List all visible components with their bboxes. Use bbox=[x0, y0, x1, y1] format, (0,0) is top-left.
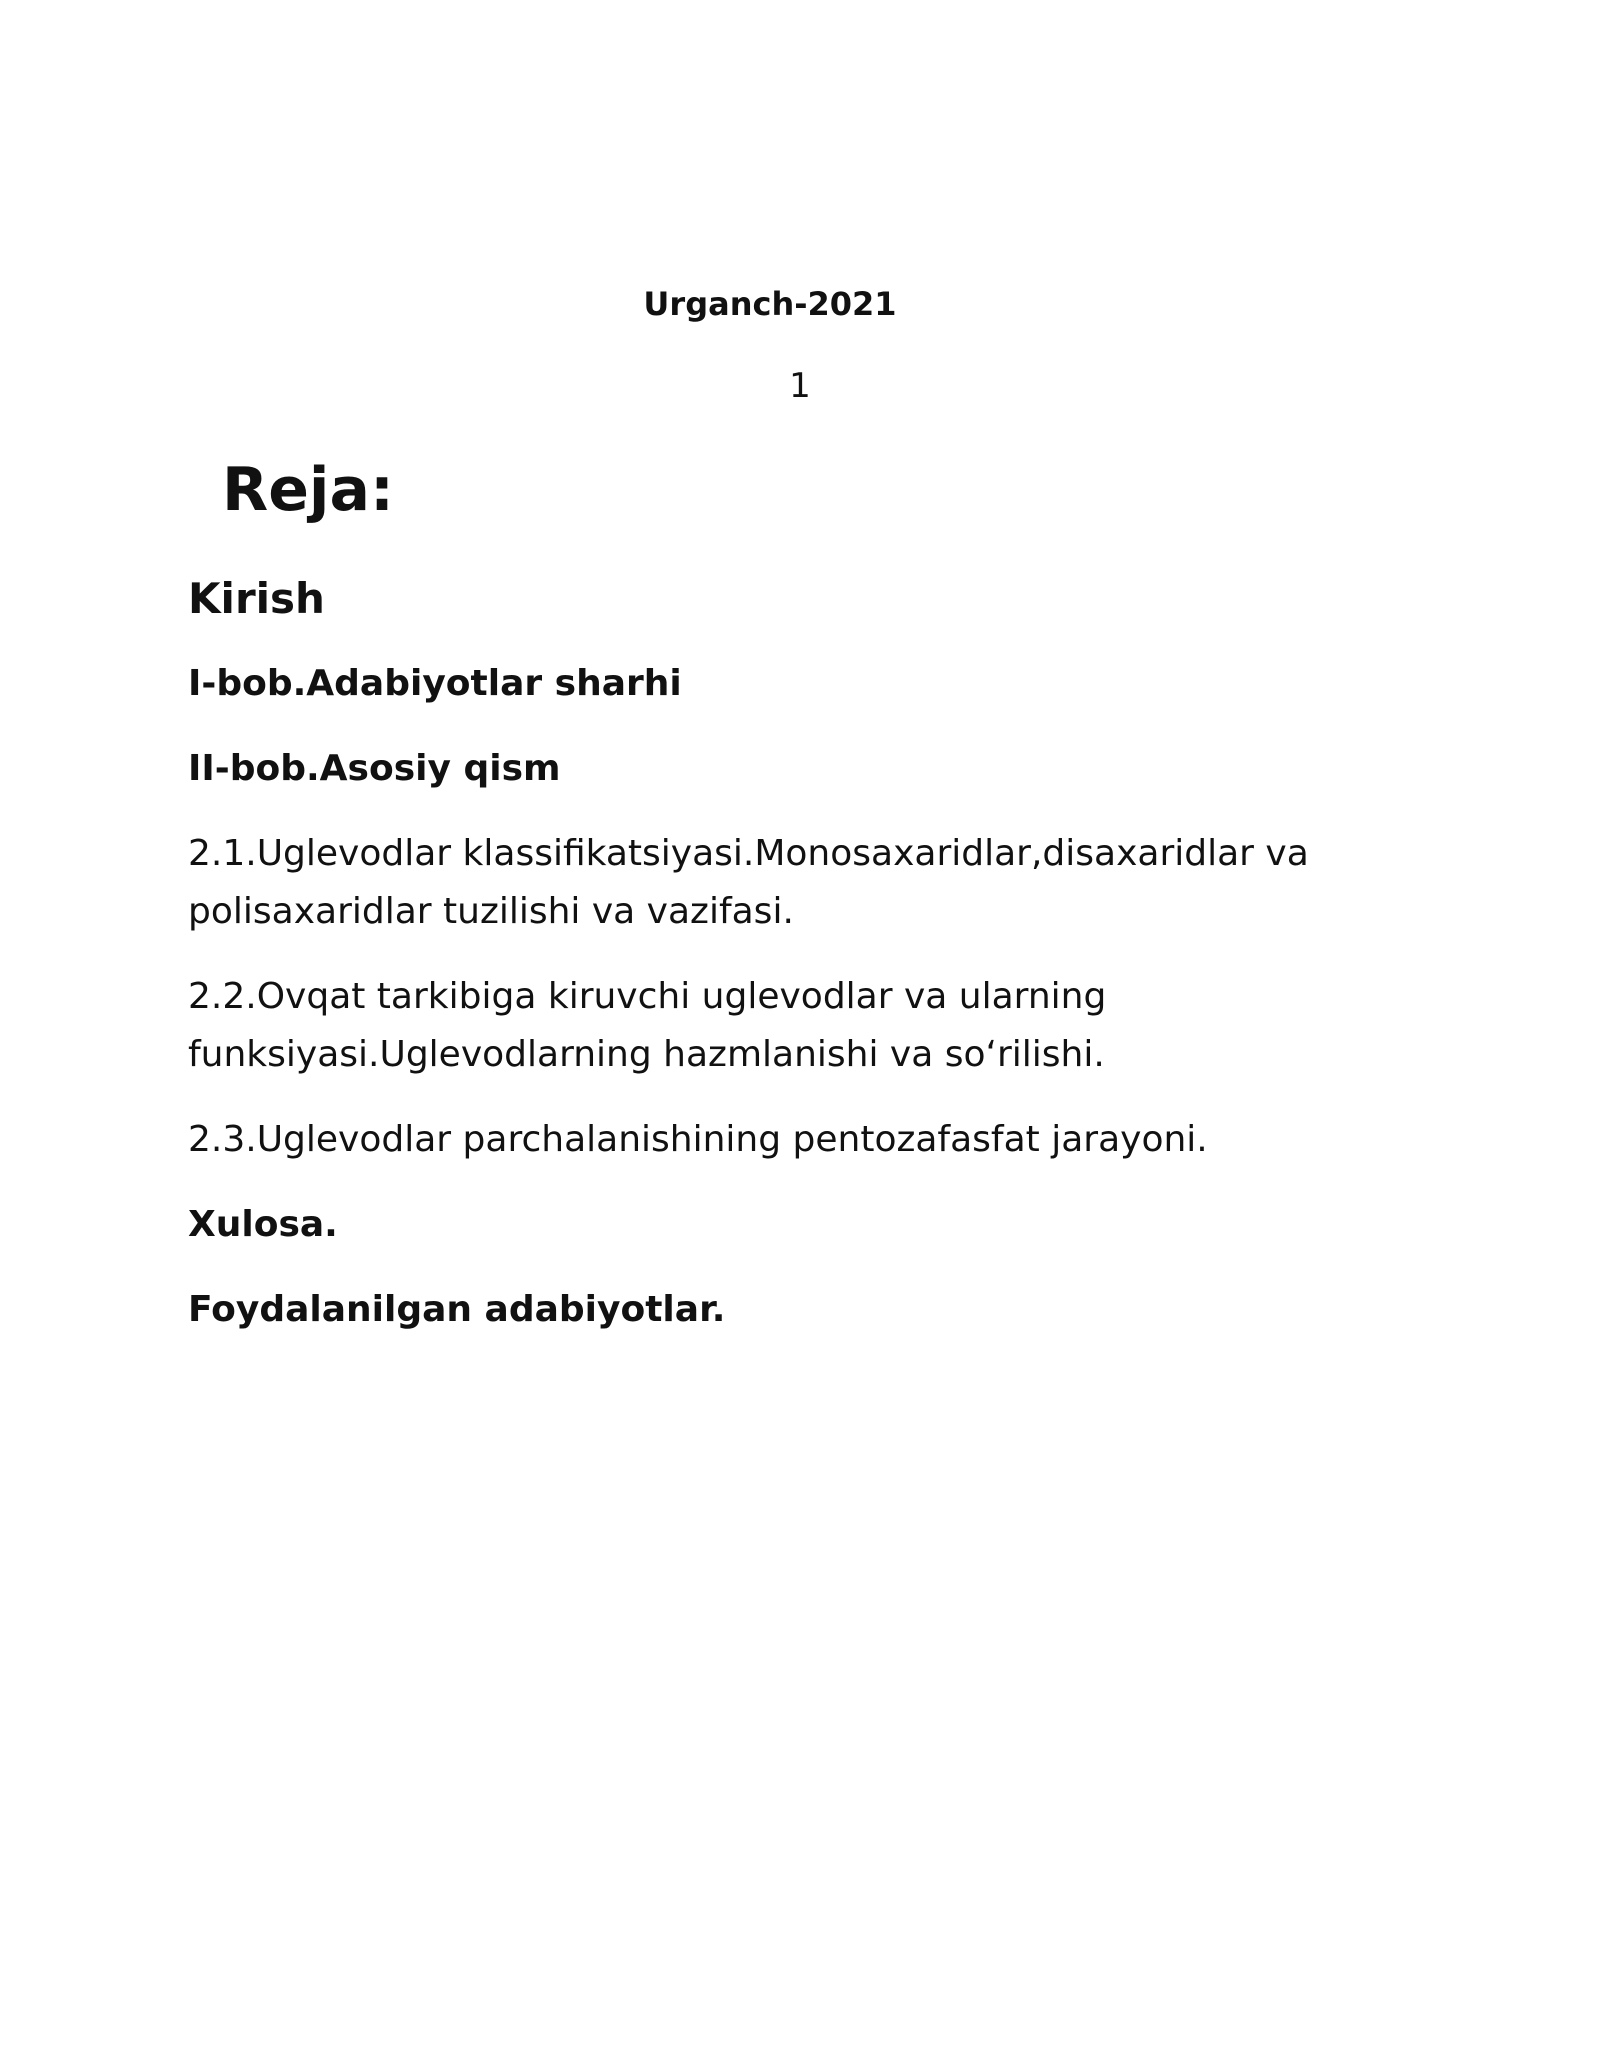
plan-list bbox=[188, 570, 1348, 1339]
place-year: Urganch-2021 bbox=[643, 285, 897, 323]
plan-item-section-2-1: 2.1.Uglevodlar klassifikatsiyasi.Monosaxaridlar,disaxaridlar va polisaxaridlar tuzilishi va vazifasi. bbox=[188, 833, 1309, 932]
plan-item-chapter-1: I-bob.Adabiyotlar sharhi bbox=[188, 663, 682, 704]
plan-item-chapter-2: II-bob.Asosiy qism bbox=[188, 748, 561, 789]
plan-item-conclusion: Xulosa. bbox=[188, 1204, 338, 1245]
page-number: 1 bbox=[789, 366, 811, 406]
plan-title: Reja: bbox=[222, 455, 394, 525]
plan-item-section-2-3: 2.3.Uglevodlar parchalanishining pentozafasfat jarayoni. bbox=[188, 1119, 1208, 1160]
plan-item-section-2-2: 2.2.Ovqat tarkibiga kiruvchi uglevodlar va ularning funksiyasi.Uglevodlarning hazmlanishi va so‘rilishi. bbox=[188, 976, 1107, 1075]
plan-item-introduction: Kirish bbox=[188, 574, 325, 623]
plan-item-references: Foydalanilgan adabiyotlar. bbox=[188, 1289, 726, 1330]
